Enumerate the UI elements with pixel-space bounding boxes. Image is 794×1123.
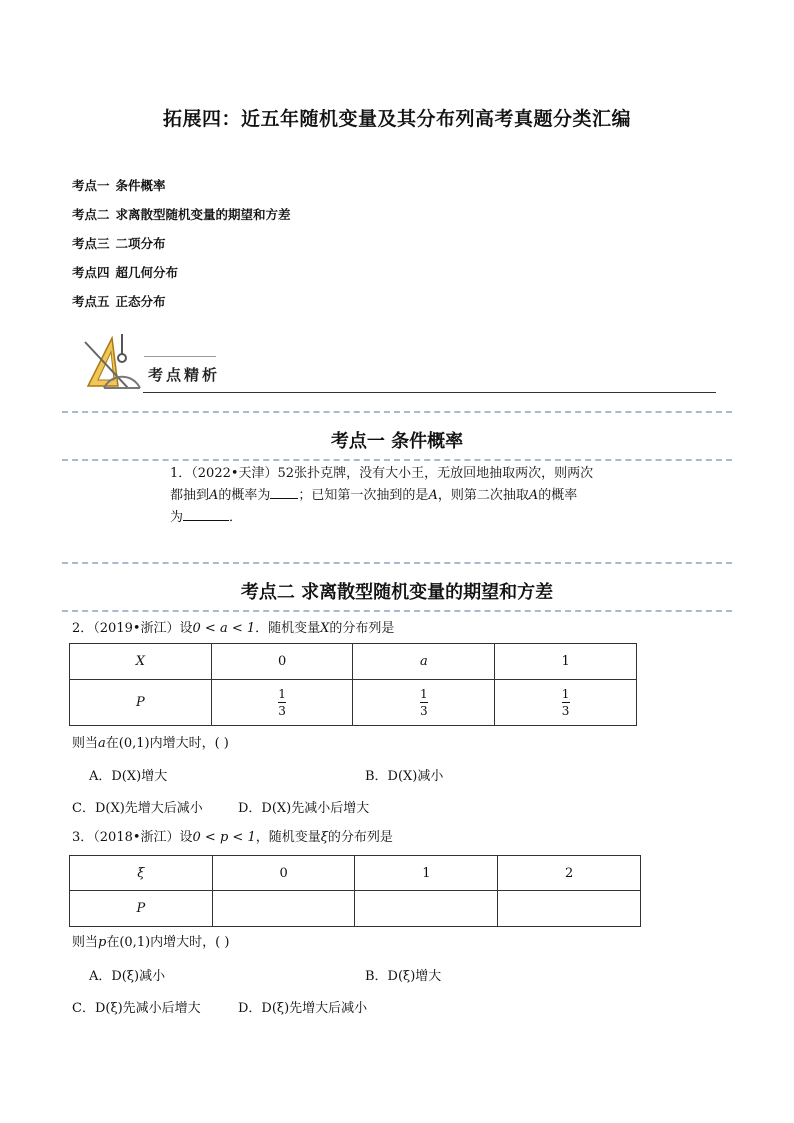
banner-rule [143,392,716,393]
table-cell [212,891,355,927]
topic-number: 考点一 [72,178,110,193]
option-d[interactable]: D．D(ξ)先增大后减小 [238,1001,368,1016]
section-title: 考点一 条件概率 [330,431,464,452]
table-row-label: P [70,680,212,726]
table-header-cell: 1 [495,644,637,680]
divider [62,562,732,564]
table-header-cell: a [353,644,495,680]
divider [62,610,732,612]
q1-line: 为 ． [170,506,640,528]
option-c[interactable]: C．D(X)先增大后减小 [72,801,203,816]
document-title: 拓展四：近五年随机变量及其分布列高考真题分类汇编 [162,108,631,130]
option-b[interactable]: B．D(ξ)增大 [365,969,442,984]
table-cell [211,680,353,726]
fraction: $\frac{1}{3}$ [278,687,286,718]
q1-line: 1．（2022•天津）52张扑克牌，没有大小王，无放回地抽取两次，则两次 [170,466,594,481]
table-header-cell: 1 [355,856,498,891]
question-3-ask: 则当p在(0,1)内增大时，( ) [72,935,230,950]
banner-accent-line [144,356,216,357]
answer-blank[interactable] [183,506,229,521]
topic-number: 考点三 [72,236,110,251]
question-2-stem: 2．（2019•浙江）设0 < a < 1．随机变量X的分布列是 [72,621,395,636]
option-a[interactable]: A．D(X)增大 [89,769,168,784]
topic-list [72,176,291,321]
topic-label: 二项分布 [115,236,166,251]
table-header-cell: ξ [70,856,213,891]
fraction: $\frac{1}{3}$ [420,687,428,718]
option-c[interactable]: C．D(ξ)先减小后增大 [72,1001,201,1016]
topic-number: 考点四 [72,265,110,280]
table-cell [353,680,495,726]
q1-line: 都抽到A的概率为 ；已知第一次抽到的是A，则第二次抽取A的概率 [170,484,640,506]
topic-number: 考点五 [72,294,110,309]
divider [62,459,732,461]
topic-number: 考点二 [72,207,110,222]
table-header-cell: 2 [498,856,641,891]
question-2-ask: 则当a在(0,1)内增大时，( ) [72,736,229,751]
answer-blank[interactable] [270,484,298,499]
topic-item [72,292,291,321]
distribution-table [69,643,637,726]
question-3-stem: 3．（2018•浙江）设0 < p < 1，随机变量ξ的分布列是 [72,830,393,845]
option-d[interactable]: D．D(X)先减小后增大 [238,801,370,816]
table-cell [498,891,641,927]
topic-item [72,234,291,263]
question-1 [170,463,640,528]
section-title: 考点二 求离散型随机变量的期望和方差 [240,582,554,603]
table-header-cell: 0 [211,644,353,680]
option-a[interactable]: A．D(ξ)减小 [89,969,166,984]
topic-label: 条件概率 [115,178,166,193]
topic-label: 正态分布 [115,294,166,309]
section-banner [78,330,718,396]
table-header-cell: 0 [212,856,355,891]
table-cell [495,680,637,726]
topic-label: 求离散型随机变量的期望和方差 [115,207,291,222]
table-row-label: P [70,891,213,927]
fraction: $\frac{1}{3}$ [561,687,570,718]
topic-item [72,263,291,292]
geometry-tools-icon [82,330,144,392]
topic-label: 超几何分布 [115,265,179,280]
topic-item [72,176,291,205]
banner-label: 考点精析 [148,366,221,384]
table-header-cell: X [70,644,212,680]
distribution-table [69,855,641,927]
topic-item [72,205,291,234]
option-b[interactable]: B．D(X)减小 [365,769,444,784]
divider [62,411,732,413]
table-cell [355,891,498,927]
